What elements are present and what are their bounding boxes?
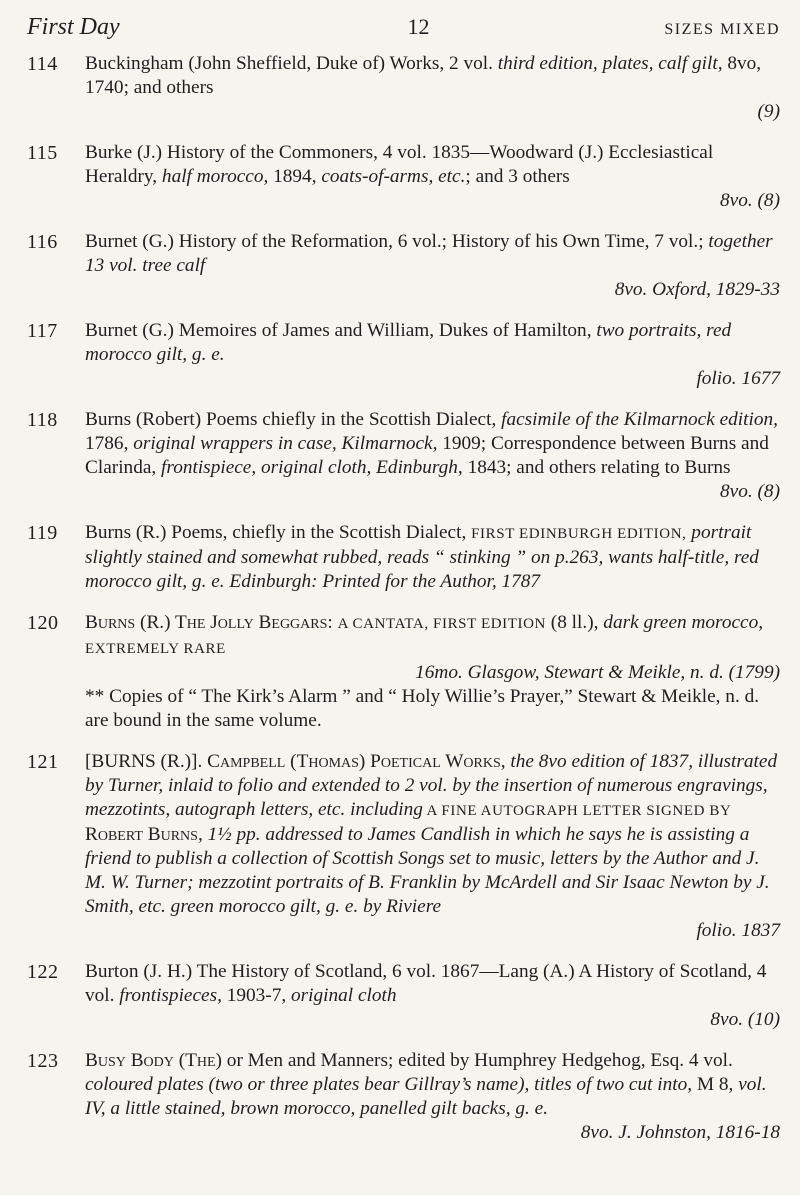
lot-text-segment: Burns (R.) Poems, chiefly in the Scottish Dialect, <box>85 522 472 543</box>
lot-note: ** Copies of “ The Kirk’s Alarm ” and “ Holy Willie’s Prayer,” Stewart & Meikle, n. d. are bound in the same volume. <box>85 686 760 731</box>
lot-text-segment: original wrappers in case, Kilmarnock, <box>133 433 438 454</box>
lot-format: folio. 1837 <box>696 920 780 941</box>
lot-text-segment: Burns (R.) The Jolly Beggars <box>85 612 328 633</box>
lot-description <box>85 230 780 302</box>
lot-format-and-quantity <box>85 661 780 685</box>
lot-format-and-quantity <box>85 919 780 943</box>
lot-number: 118 <box>27 409 58 431</box>
lot-text <box>85 521 780 594</box>
lot-text-segment: Burke (J.) History of the Commoners, 4 vol. 1835—Woodward (J.) Ecclesiastical Heraldry, <box>85 142 714 187</box>
lot-format: 8vo. J. Johnston, 1816-18 <box>580 1122 780 1143</box>
lot-text-segment: 1786, <box>85 433 134 454</box>
lot-text-segment: 1909; Correspondence between Burns and Clarinda, <box>85 433 769 478</box>
lot-format: (9) <box>757 101 780 122</box>
lot-text-segment: Burton (J. H.) The History of Scotland, 6 vol. 1867—Lang (A.) A History of Scotland, 4 vol. <box>85 961 767 1006</box>
lot-number: 121 <box>27 751 59 773</box>
lot-description <box>85 750 780 943</box>
lot-description <box>85 408 780 504</box>
lot-entry <box>27 521 780 594</box>
lot-entry <box>27 319 780 391</box>
lot-entry <box>27 1049 780 1145</box>
lot-description <box>85 52 780 124</box>
lot-format: 8vo. Oxford, 1829-33 <box>614 279 780 300</box>
lot-text <box>85 319 780 367</box>
lot-format-and-quantity <box>85 189 780 213</box>
lot-description <box>85 1049 780 1145</box>
lot-text-segment: Campbell (Thomas) Poetical Works <box>207 751 501 772</box>
lot-text-segment: , <box>500 751 511 772</box>
lot-description <box>85 141 780 213</box>
lot-format-and-quantity <box>85 278 780 302</box>
lot-text-segment: 1½ pp. addressed to James Candlish in which he says he is assisting a friend to publish a collection of Scottish Songs set to music, letters by the Author and J. M. W. Turner; mezzotint portraits of B. Franklin by McArdell and Sir Isaac Newton by J. Smith, etc. green morocco gilt, g. e. by Riviere <box>85 824 770 917</box>
lot-entry <box>27 230 780 302</box>
lot-entry <box>27 960 780 1032</box>
lot-format-and-quantity <box>85 100 780 124</box>
lot-text-segment: coloured plates (two or three plates bear Gillray’s name), titles of two cut into, <box>85 1074 693 1095</box>
lot-format-and-quantity <box>85 480 780 504</box>
lot-text-segment: original cloth <box>291 985 397 1006</box>
lot-text-segment: Burnet (G.) History of the Reformation, 6 vol.; History of his Own Time, 7 vol.; <box>85 231 709 252</box>
lot-text-segment: frontispieces, <box>119 985 222 1006</box>
lot-text-segment: coats-of-arms, etc. <box>321 166 466 187</box>
lot-number: 117 <box>27 320 58 342</box>
lot-text-segment: portrait slightly stained and somewhat rubbed, reads “ stinking ” on p.263, wants half-title, red morocco gilt, g. e. <box>85 522 759 592</box>
lot-text <box>85 1049 780 1121</box>
lot-text-segment: Buckingham (John Sheffield, Duke of) Works, 2 vol. <box>85 53 498 74</box>
lot-entry <box>27 408 780 504</box>
lot-entry <box>27 52 780 124</box>
lot-text-segment: the 8vo edition of 1837, illustrated by Turner, inlaid to folio and extended to 2 vol. by the insertion of numerous engravings, mezzotints, autograph letters, etc. including <box>85 751 778 820</box>
lot-text-segment: frontispiece, original cloth, Edinburgh, <box>161 457 463 478</box>
lot-format: 8vo. (8) <box>720 190 780 211</box>
lot-text-segment: 1894, <box>268 166 322 187</box>
lot-format: 8vo. (8) <box>720 481 780 502</box>
lot-text <box>85 408 780 480</box>
running-head-section: SIZES MIXED <box>664 21 780 38</box>
lot-text-segment: Busy Body (The) <box>85 1050 222 1071</box>
lot-number: 116 <box>27 231 58 253</box>
lot-description <box>85 611 780 733</box>
lot-text-segment: : <box>327 612 338 633</box>
lot-text-segment: third edition, plates, calf gilt, <box>497 53 723 74</box>
lot-text-segment: ; and 3 others <box>465 166 570 187</box>
lot-format: 8vo. (10) <box>710 1009 780 1030</box>
lot-text-segment: , <box>197 824 208 845</box>
lot-text-segment: or Men and Manners; edited by Humphrey Hedgehog, Esq. 4 vol. <box>221 1050 733 1071</box>
lot-format-and-quantity <box>85 1008 780 1032</box>
lot-text-segment: (8 ll.), <box>545 612 604 633</box>
lot-text <box>85 141 780 189</box>
lot-list <box>27 52 780 1145</box>
lot-text-segment: 8vo, 1740; and others <box>85 53 762 98</box>
lot-number: 115 <box>27 142 58 164</box>
lot-entry <box>27 141 780 213</box>
lot-text <box>85 52 780 100</box>
lot-format-and-quantity <box>85 1121 780 1145</box>
lot-format: 16mo. Glasgow, Stewart & Meikle, n. d. (1799) <box>415 662 780 683</box>
lot-text-segment: two portraits, red morocco gilt, g. e. <box>85 320 732 365</box>
lot-text-segment: A CANTATA, FIRST EDITION <box>337 616 546 632</box>
lot-text-segment: M 8, <box>692 1074 739 1095</box>
lot-text-segment: Burnet (G.) Memoires of James and William, Dukes of Hamilton, <box>85 320 597 341</box>
lot-text <box>85 611 780 661</box>
lot-number: 114 <box>27 53 58 75</box>
lot-text-segment: together 13 vol. tree calf <box>85 231 773 276</box>
lot-number: 122 <box>27 961 59 983</box>
lot-description <box>85 319 780 391</box>
lot-text <box>85 960 780 1008</box>
lot-text <box>85 230 780 278</box>
lot-entry <box>27 750 780 943</box>
lot-text-segment: dark green morocco, <box>603 612 764 633</box>
running-head <box>27 0 780 50</box>
lot-text-segment: 1903-7, <box>221 985 292 1006</box>
lot-entry <box>27 611 780 733</box>
lot-text-segment: 1843; and others relating to Burns <box>462 457 731 478</box>
lot-text-segment: Edinburgh: Printed for the Author, 1787 <box>224 571 541 592</box>
lot-description <box>85 960 780 1032</box>
lot-text-segment: half morocco, <box>161 166 269 187</box>
lot-text-segment: EXTREMELY RARE <box>85 641 226 657</box>
lot-text-segment: Robert Burns <box>85 824 198 845</box>
lot-number: 120 <box>27 612 59 634</box>
lot-description <box>85 521 780 594</box>
lot-text-segment: FIRST EDINBURGH EDITION, <box>471 526 687 542</box>
running-head-day: First Day <box>27 14 120 40</box>
lot-format-and-quantity <box>85 367 780 391</box>
lot-number: 119 <box>27 522 58 544</box>
lot-text-segment: vol. IV, a little stained, brown morocco, panelled gilt backs, g. e. <box>85 1074 767 1119</box>
lot-format: folio. 1677 <box>696 368 780 389</box>
lot-text-segment: Burns (Robert) Poems chiefly in the Scottish Dialect, <box>85 409 502 430</box>
lot-text-segment: facsimile of the Kilmarnock edition, <box>501 409 778 430</box>
lot-number: 123 <box>27 1050 59 1072</box>
lot-text-segment: [BURNS (R.)]. <box>85 751 208 772</box>
page-number: 12 <box>407 14 430 39</box>
lot-text-segment: A FINE AUTOGRAPH LETTER SIGNED BY <box>422 803 731 819</box>
lot-text <box>85 750 780 919</box>
